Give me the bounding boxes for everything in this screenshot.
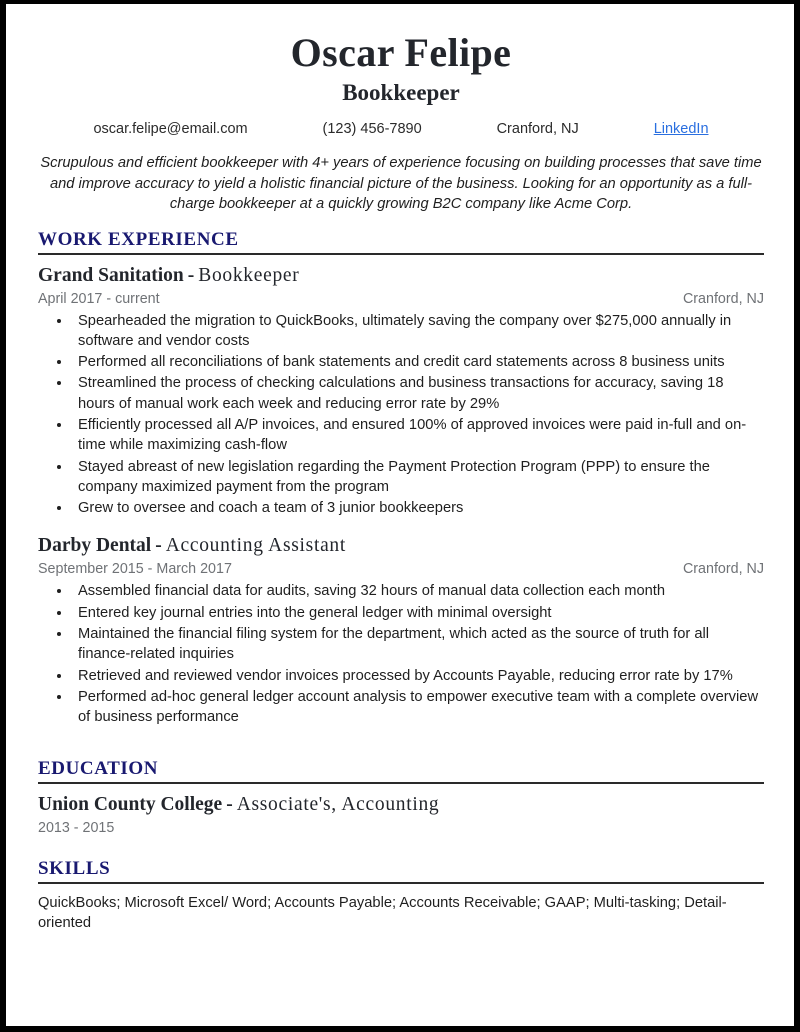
bullet-item: • Maintained the financial filing system for the department, which acted as the source of truth for all finance-related inquiries (72, 624, 764, 665)
bullet-item: • Performed all reconciliations of bank statements and credit card statements across 8 business units (72, 352, 764, 372)
work-entry-title (38, 264, 764, 288)
professional-summary: Scrupulous and efficient bookkeeper with 4+ years of experience focusing on building processes that save time and improve accuracy to yield a holistic financial picture of the business. Looking for an opportunity as a full-charge bookkeeper at a quickly growing B2C company like Acme Corp. (40, 155, 762, 212)
work-entry-organization: Darby Dental (38, 535, 152, 557)
bullet-item: • Performed ad-hoc general ledger account analysis to empower executive team with a complete overview of business performance (72, 687, 764, 728)
section-divider (38, 782, 764, 784)
work-entry-meta (38, 561, 764, 577)
work-entry-title (38, 534, 764, 558)
resume-page (6, 4, 794, 1026)
section-divider (38, 882, 764, 884)
bullet-item: • Entered key journal entries into the general ledger with minimal oversight (72, 603, 764, 623)
resume-header (38, 30, 764, 137)
bullet-item: • Retrieved and reviewed vendor invoices processed by Accounts Payable, reducing error rate by 17% (72, 666, 764, 686)
skills-list: QuickBooks; Microsoft Excel/ Word; Accounts Payable; Accounts Receivable; GAAP; Multi-tasking; Detail-oriented (38, 894, 727, 931)
work-entry-meta (38, 291, 764, 307)
page-title: Oscar Felipe (290, 30, 512, 75)
section-heading-skills: SKILLS (38, 857, 111, 879)
bullet-item: • Efficiently processed all A/P invoices, and ensured 100% of approved invoices were paid in-full and on-time while maximizing cash-flow (72, 415, 764, 456)
education-entry-degree: Associate's, Accounting (236, 793, 440, 815)
work-entry-location: Cranford, NJ (682, 290, 764, 307)
work-entry-dates: September 2015 - March 2017 (38, 561, 232, 578)
section-heading-education: EDUCATION (38, 757, 159, 779)
contact-linkedin-link[interactable]: LinkedIn (653, 121, 709, 137)
education-entry-years: 2013 - 2015 (38, 819, 115, 836)
bullet-item: • Grew to oversee and coach a team of 3 junior bookkeepers (72, 498, 764, 518)
bullet-item: • Streamlined the process of checking calculations and business transactions for accuracy, saving 18 hours of manual work each week and reducing error rate by 29% (72, 373, 764, 414)
section-education (38, 758, 764, 836)
work-entry-role: Accounting Assistant (165, 535, 346, 557)
section-divider (38, 253, 764, 255)
contact-email[interactable]: oscar.felipe@email.com (93, 121, 248, 137)
contact-location: Cranford, NJ (496, 121, 579, 137)
contact-row (38, 121, 764, 137)
work-entry (38, 534, 764, 727)
section-work-experience (38, 229, 764, 728)
bullet-item: • Stayed abreast of new legislation regarding the Payment Protection Program (PPP) to ensure the company maximized payment from the program (72, 457, 764, 498)
work-entry-organization: Grand Sanitation (38, 264, 184, 286)
section-heading-work-experience: WORK EXPERIENCE (38, 228, 239, 250)
work-entry-bullets (38, 581, 764, 727)
title-separator: - (226, 793, 233, 815)
title-separator: - (155, 535, 162, 557)
education-entry-organization: Union County College (38, 793, 223, 815)
education-entry-title (38, 793, 764, 817)
work-entry-bullets (38, 311, 764, 519)
work-entry (38, 264, 764, 519)
header-job-title: Bookkeeper (342, 80, 460, 105)
work-entry-dates: April 2017 - current (38, 290, 160, 307)
work-entry-location: Cranford, NJ (682, 561, 764, 578)
bullet-item: • Spearheaded the migration to QuickBooks, ultimately saving the company over $275,000 annually in software and vendor costs (72, 311, 764, 352)
bullet-item: • Assembled financial data for audits, saving 32 hours of manual data collection each month (72, 581, 764, 601)
section-skills (38, 858, 764, 934)
contact-phone[interactable]: (123) 456-7890 (322, 121, 422, 137)
work-entry-role: Bookkeeper (198, 264, 300, 286)
title-separator: - (187, 264, 195, 286)
education-entry (38, 793, 764, 836)
